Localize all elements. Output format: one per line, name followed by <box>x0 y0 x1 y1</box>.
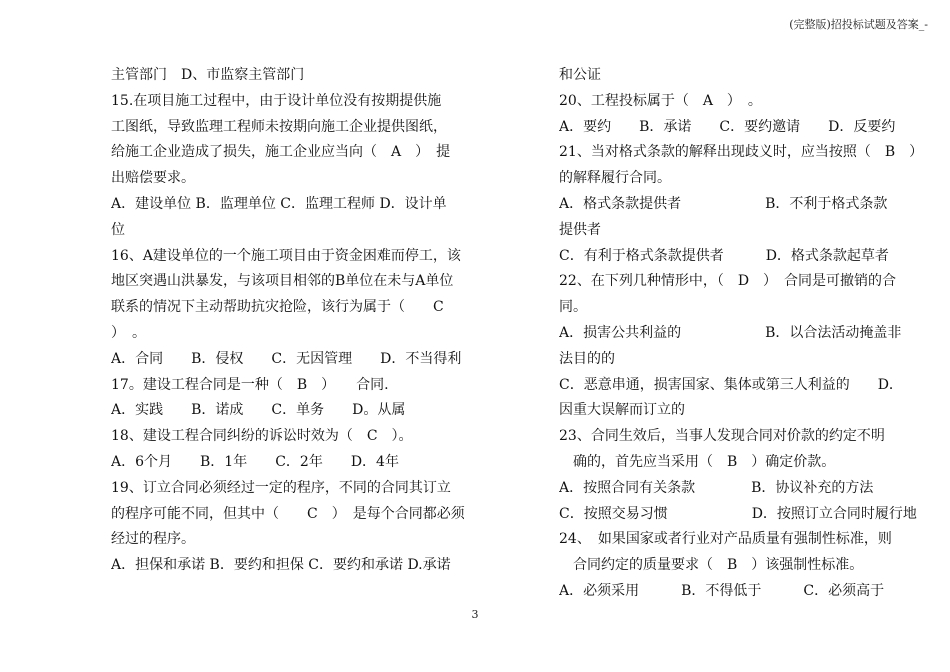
answer-options: C．有利于格式条款提供者 D．格式条款起草者 <box>559 247 889 264</box>
answer-options: A．要约 B．承诺 C．要约邀请 D．反要约 <box>559 118 896 135</box>
question-24: 24、 如果国家或者行业对产品质量有强制性标准，则 <box>559 531 892 548</box>
page-header: (完整版)招投标试题及答案_- <box>789 18 928 31</box>
text-line: 工图纸，导致监理工程师未按期向施工企业提供图纸， <box>111 118 447 135</box>
answer-options: A．必须采用 B．不得低于 C．必须高于 <box>559 582 885 599</box>
question-23: 23、合同生效后，当事人发现合同对价款的约定不明 <box>559 428 885 445</box>
right-column <box>559 63 931 605</box>
text-line: 出赔偿要求。 <box>111 170 195 187</box>
question-21: 21、当对格式条款的解释出现歧义时，应当按照（ B ） <box>559 144 924 161</box>
question-18: 18、建设工程合同纠纷的诉讼时效为（ C ）。 <box>111 428 413 445</box>
text-line: 主管部门 D、市监察主管部门 <box>111 67 305 83</box>
question-17: 17。建设工程合同是一种（ B ） 合同. <box>111 376 389 393</box>
answer-options: A．担保和承诺 B．要约和担保 C．要约和承诺 D.承诺 <box>111 557 451 574</box>
answer-options: A．6个月 B．1年 C．2年 D．4年 <box>111 453 399 470</box>
left-column <box>111 63 481 579</box>
text-line: 同。 <box>559 299 587 316</box>
text-line: ） 。 <box>111 324 146 341</box>
text-line: 给施工企业造成了损失，施工企业应当向（ A ） 提 <box>111 144 451 161</box>
question-22: 22、在下列几种情形中，（ D ） 合同是可撤销的合 <box>559 273 897 290</box>
question-19: 19、订立合同必须经过一定的程序，不同的合同其订立 <box>111 479 451 496</box>
text-line: 合同约定的质量要求（ B ）该强制性标准。 <box>559 557 864 574</box>
text-line: 提供者 <box>559 221 601 238</box>
page-number: 3 <box>471 608 479 621</box>
answer-options: A．格式条款提供者 B．不利于格式条款 <box>559 195 888 212</box>
text-line: 的解释履行合同。 <box>559 170 671 187</box>
question-15: 15.在项目施工过程中，由于设计单位没有按期提供施 <box>111 92 442 109</box>
answer-options: A．实践 B．诺成 C．单务 D。从属 <box>111 402 406 419</box>
text-line: 确的，首先应当采用（ B ）确定价款。 <box>559 453 836 470</box>
answer-options: A．合同 B．侵权 C．无因管理 D．不当得利 <box>111 350 462 367</box>
text-line: 位 <box>111 221 125 238</box>
answer-options: A．建设单位 B．监理单位 C．监理工程师 D．设计单 <box>111 195 447 212</box>
answer-options: A．损害公共利益的 B．以合法活动掩盖非 <box>559 324 902 341</box>
text-line: 联系的情况下主动帮助抗灾抢险，该行为属于（ C <box>111 299 444 316</box>
answer-options: C．恶意串通，损害国家、集体或第三人利益的 D． <box>559 376 903 393</box>
text-line: 的程序可能不同，但其中（ C ） 是每个合同都必须 <box>111 505 465 522</box>
text-line: 因重大误解而订立的 <box>559 402 685 419</box>
text-line: 法目的的 <box>559 350 615 367</box>
answer-options: A．按照合同有关条款 B．协议补充的方法 <box>559 479 874 496</box>
text-line: 经过的程序。 <box>111 531 195 548</box>
question-16: 16、A建设单位的一个施工项目由于资金困难而停工，该 <box>111 247 461 264</box>
question-20: 20、工程投标属于（ A ） 。 <box>559 92 762 109</box>
text-line: 和公证 <box>559 67 601 83</box>
answer-options: C．按照交易习惯 D．按照订立合同时履行地 <box>559 505 917 522</box>
text-line: 地区突遇山洪暴发，与该项目相邻的B单位在未与A单位 <box>111 273 454 290</box>
